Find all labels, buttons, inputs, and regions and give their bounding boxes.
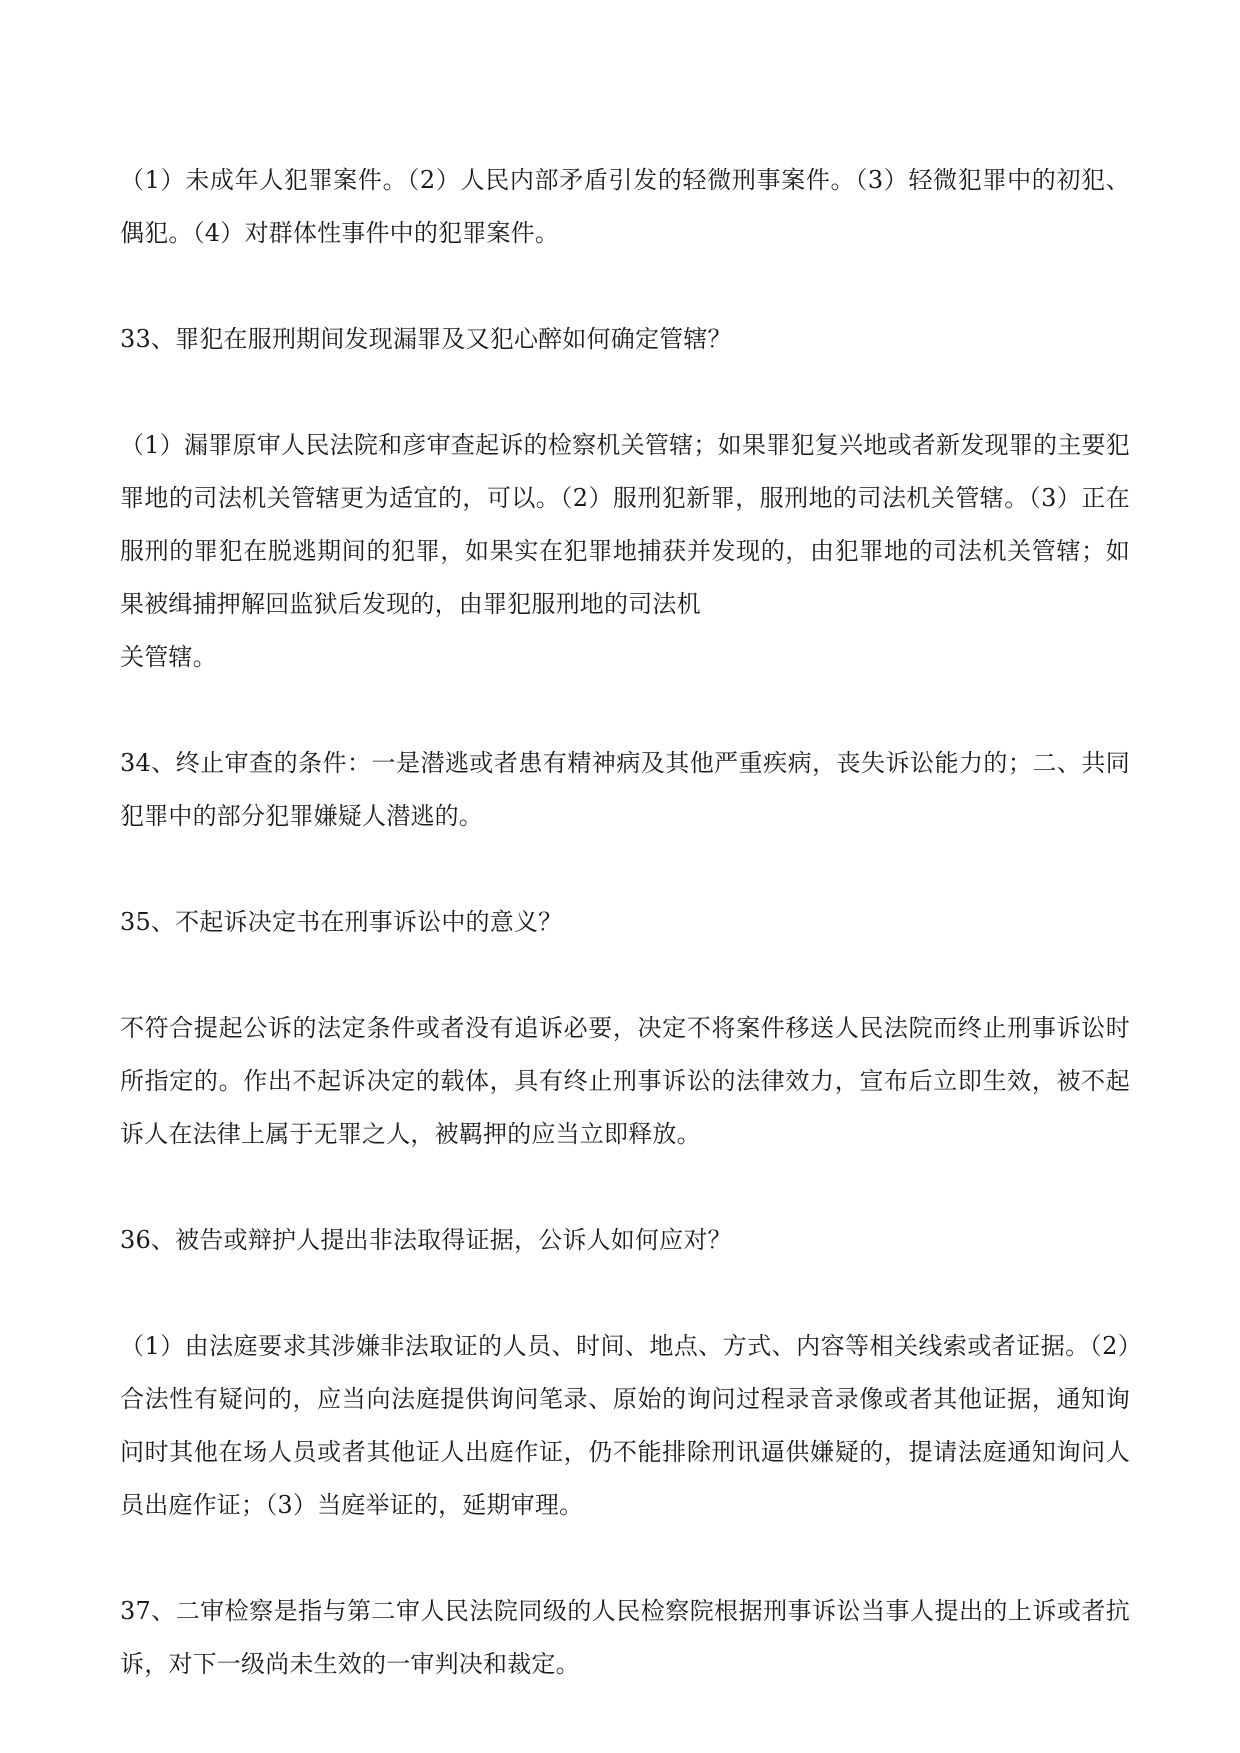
- answer-33-continued: 关管辖。: [120, 643, 217, 671]
- item-34: 34、终止审查的条件：一是潜逃或者患有精神病及其他严重疾病，丧失诉讼能力的；二、共同犯罪中的部分犯罪嫌疑人潜逃的。: [120, 749, 1130, 830]
- question-33: 33、罪犯在服刑期间发现漏罪及又犯心醉如何确定管辖？: [120, 325, 732, 353]
- question-36: 36、被告或辩护人提出非法取得证据，公诉人如何应对？: [120, 1226, 732, 1254]
- answer-35: 不符合提起公诉的法定条件或者没有追诉必要，决定不将案件移送人民法院而终止刑事诉讼时所指定的。作出不起诉决定的载体，具有终止刑事诉讼的法律效力，宣布后立即生效，被不起诉人在法律上属于无罪之人，被羁押的应当立即释放。: [120, 1014, 1130, 1148]
- answer-33: （1）漏罪原审人民法院和彦审查起诉的检察机关管辖；如果罪犯复兴地或者新发现罪的主要犯罪地的司法机关管辖更为适宜的，可以。（2）服刑犯新罪，服刑地的司法机关管辖。（3）正在服刑的罪犯在脱逃期间的犯罪，如果实在犯罪地捕获并发现的，由犯罪地的司法机关管辖；如果被缉捕押解回监狱后发现的，由罪犯服刑地的司法机: [120, 431, 1130, 618]
- question-35: 35、不起诉决定书在刑事诉讼中的意义？: [120, 908, 563, 936]
- item-37: 37、二审检察是指与第二审人民法院同级的人民检察院根据刑事诉讼当事人提出的上诉或者抗诉，对下一级尚未生效的一审判决和裁定。: [120, 1597, 1130, 1678]
- answer-36: （1）由法庭要求其涉嫌非法取证的人员、时间、地点、方式、内容等相关线索或者证据。（2）合法性有疑问的，应当向法庭提供询问笔录、原始的询问过程录音录像或者其他证据，通知询问时其他在场人员或者其他证人出庭作证，仍不能排除刑讯逼供嫌疑的，提请法庭通知询问人员出庭作证；（3）当庭举证的，延期审理。: [120, 1332, 1130, 1519]
- paragraph-case-types: （1）未成年人犯罪案件。（2）人民内部矛盾引发的轻微刑事案件。（3）轻微犯罪中的初犯、偶犯。（4）对群体性事件中的犯罪案件。: [120, 166, 1130, 247]
